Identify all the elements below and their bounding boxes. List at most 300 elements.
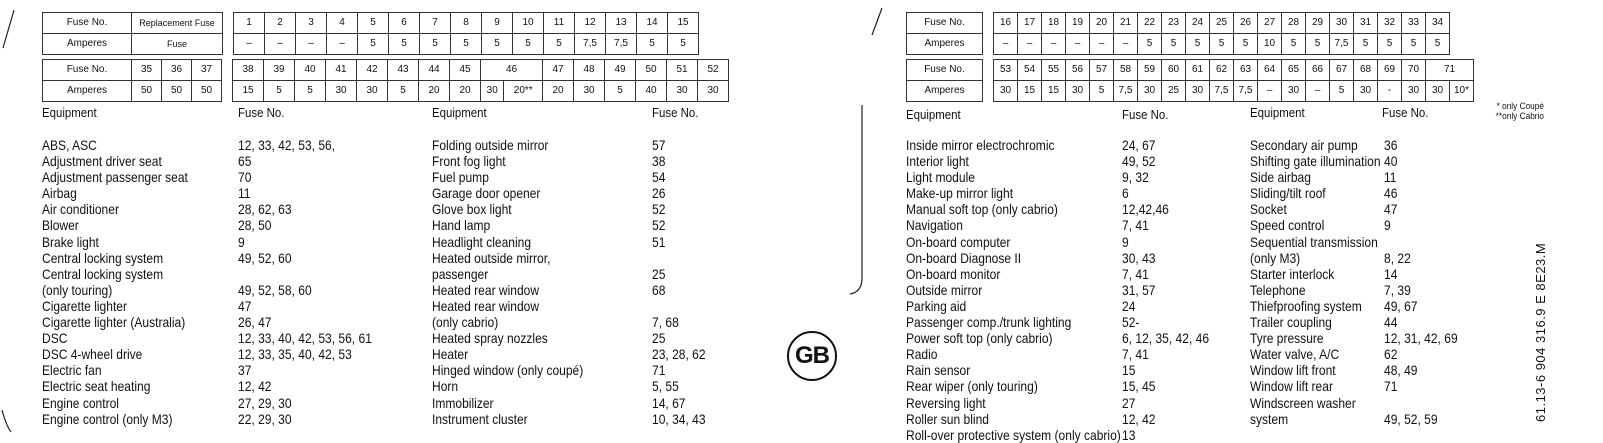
list-item: Make-up mirror light	[906, 185, 1014, 202]
ampere-cell: 20	[450, 81, 481, 102]
ampere-cell: –	[234, 34, 265, 55]
list-item: Electric fan	[42, 362, 102, 379]
list-item: Secondary air pump	[1250, 137, 1358, 153]
fuse-number-cell: 30	[1330, 13, 1354, 34]
fuse-number-cell: 2	[265, 13, 296, 34]
ampere-cell: 10*	[1450, 81, 1474, 102]
list-item: system	[1250, 410, 1289, 427]
ampere-cell: 5	[1162, 34, 1186, 55]
fuse-number-row	[43, 13, 699, 34]
fuse-number-cell: 16	[994, 13, 1018, 34]
ampere-cell: –	[1090, 34, 1114, 55]
list-item: Roller sun blind	[906, 410, 989, 427]
ampere-cell: 7,5	[1330, 34, 1354, 55]
ampere-cell: 5	[1306, 34, 1330, 55]
ampere-cell: –	[296, 34, 327, 55]
ampere-cell: 5	[1090, 81, 1114, 102]
list-item: 54	[652, 169, 666, 186]
fuse-number-cell: 36	[162, 60, 192, 81]
fuse-number-cell: 52	[698, 60, 729, 81]
list-item: 12, 33, 42, 53, 56,	[238, 137, 336, 153]
list-item: 26, 47	[238, 314, 272, 331]
list-item: Heated rear window	[432, 281, 540, 298]
fuse-number-cell: 71	[1426, 60, 1474, 81]
fuse-number-cell: 9	[482, 13, 513, 34]
list-item: Power soft top (only cabrio)	[906, 330, 1053, 347]
fuse-number-cell: 12	[575, 13, 606, 34]
ampere-cell: 5	[1354, 34, 1378, 55]
list-item: On-board monitor	[906, 265, 1001, 282]
list-item: 10, 34, 43	[652, 410, 706, 427]
list-item: (only touring)	[42, 281, 113, 298]
list-item: Window lift front	[1250, 362, 1336, 379]
list-item: 7, 68	[652, 314, 679, 331]
fuse-number-cell: 55	[1042, 60, 1066, 81]
table-header-cell: Replacement Fuse	[132, 13, 223, 34]
fuse-number-cell: 5	[358, 13, 389, 34]
fuse-number-cell: 3	[296, 13, 327, 34]
fuse-number-cell: 33	[1402, 13, 1426, 34]
fuse-table-right-top	[906, 12, 1450, 55]
fuse-number-row	[907, 60, 1474, 81]
list-item: 5, 55	[652, 378, 679, 395]
list-item: 11	[1384, 169, 1397, 186]
fuse-number-cell: 51	[667, 60, 698, 81]
fuse-number-cell: 10	[513, 13, 544, 34]
table-header-cell: Fuse No.	[907, 13, 983, 34]
list-item: Sliding/tilt roof	[1250, 185, 1326, 202]
fuse-number-cell: 25	[1210, 13, 1234, 34]
list-item: Central locking system	[42, 265, 164, 282]
fuse-number-cell: 48	[574, 60, 605, 81]
list-item: Folding outside mirror	[432, 137, 549, 153]
ampere-cell: 5	[513, 34, 544, 55]
list-item: 48, 49	[1384, 362, 1418, 379]
ampere-cell: –	[1306, 81, 1330, 102]
amperes-row	[907, 34, 1450, 55]
ampere-cell: 5	[1210, 34, 1234, 55]
fuse-number-cell: 20	[1090, 13, 1114, 34]
list-item: 15	[1122, 362, 1136, 379]
list-item: Horn	[432, 378, 459, 395]
list-item: 51	[652, 233, 666, 250]
list-item: 46	[1384, 185, 1398, 202]
fuse-number-cell: 44	[419, 60, 450, 81]
amperes-row	[43, 34, 699, 55]
ampere-cell: 5	[1234, 34, 1258, 55]
list-item: Shifting gate illumination	[1250, 153, 1381, 170]
fuse-number-cell: 69	[1378, 60, 1402, 81]
list-item: 11	[238, 185, 251, 202]
list-item: Trailer coupling	[1250, 314, 1332, 331]
ampere-cell: 30	[1186, 81, 1210, 102]
fuse-number-cell: 17	[1018, 13, 1042, 34]
ampere-cell: –	[265, 34, 296, 55]
list-item: 38	[652, 153, 666, 170]
list-item: Heated rear window	[432, 297, 540, 314]
fuse-number-cell: 24	[1186, 13, 1210, 34]
fuse-number-cell: 58	[1114, 60, 1138, 81]
ampere-cell: 5	[388, 81, 419, 102]
ampere-cell: 30	[698, 81, 729, 102]
table-header-cell: Amperes	[43, 34, 132, 55]
list-item: Outside mirror	[906, 281, 983, 298]
fuse-number-cell: 29	[1306, 13, 1330, 34]
ampere-cell: 5	[264, 81, 295, 102]
country-badge: GB	[787, 331, 837, 381]
ampere-cell: –	[1066, 34, 1090, 55]
ampere-cell: 5	[1402, 34, 1426, 55]
list-item: 71	[652, 362, 666, 379]
fuse-number-cell: 53	[994, 60, 1018, 81]
ampere-cell: 5	[389, 34, 420, 55]
list-item: 6, 12, 35, 42, 46	[1122, 330, 1210, 347]
fuse-number-cell: 60	[1162, 60, 1186, 81]
fuse-number-cell: 54	[1018, 60, 1042, 81]
ampere-cell: 30	[1402, 81, 1426, 102]
ampere-cell: 20**	[504, 81, 543, 102]
ampere-cell: 15	[1042, 81, 1066, 102]
list-item	[652, 298, 706, 314]
ampere-cell: 30	[667, 81, 698, 102]
ampere-cell: 5	[605, 81, 636, 102]
list-item: Parking aid	[906, 297, 967, 314]
ampere-cell: 5	[1282, 34, 1306, 55]
ampere-cell: 30	[1282, 81, 1306, 102]
list-item: Headlight cleaning	[432, 233, 532, 250]
ampere-cell: 7,5	[575, 34, 606, 55]
list-item: Airbag	[42, 185, 77, 202]
fuse-number-cell: 57	[1090, 60, 1114, 81]
list-item: Starter interlock	[1250, 265, 1335, 282]
list-item: 24	[1122, 297, 1136, 314]
cabrio-footnote: **only Cabrio	[1495, 111, 1544, 121]
fuse-number-cell: 49	[605, 60, 636, 81]
fuse-number-cell: 14	[637, 13, 668, 34]
list-item: 49, 52	[1122, 153, 1156, 170]
ampere-cell: 30	[357, 81, 388, 102]
list-item: 9	[238, 233, 245, 250]
fuse-number-cell: 42	[357, 60, 388, 81]
fuse-table-right-bottom	[906, 59, 1474, 102]
fuse-number-cell: 70	[1402, 60, 1426, 81]
fuse-number-row	[907, 13, 1450, 34]
list-item: Front fog light	[432, 153, 506, 170]
list-item: 52-	[1122, 314, 1140, 331]
ampere-cell: 40	[636, 81, 667, 102]
list-item: 37	[238, 362, 252, 379]
equipment-header: Equipment	[432, 105, 487, 120]
fuse-number-cell: 8	[451, 13, 482, 34]
ampere-cell: 30	[326, 81, 357, 102]
fuse-number-cell: 63	[1234, 60, 1258, 81]
table-header-cell: Amperes	[907, 81, 983, 102]
list-item: 25	[652, 330, 666, 347]
list-item: Heated outside mirror,	[432, 249, 551, 266]
fuse-number-cell: 65	[1282, 60, 1306, 81]
fuse-number-cell: 61	[1186, 60, 1210, 81]
list-item: Instrument cluster	[432, 410, 528, 427]
ampere-cell: 5	[1426, 34, 1450, 55]
list-item: 12, 33, 35, 40, 42, 53	[238, 346, 352, 363]
ampere-cell: 7,5	[1210, 81, 1234, 102]
table-header-cell: Amperes	[43, 81, 132, 102]
list-item: 40	[1384, 153, 1398, 170]
ampere-cell: 5	[668, 34, 699, 55]
fuse-table-left-bottom	[42, 59, 729, 102]
list-item: passenger	[432, 265, 489, 282]
list-item: 12, 42	[1122, 410, 1156, 427]
list-item: Rain sensor	[906, 362, 971, 379]
list-item: 47	[238, 297, 252, 314]
ampere-cell: –	[1042, 34, 1066, 55]
list-item: Manual soft top (only cabrio)	[906, 201, 1058, 218]
ampere-cell: 30	[1426, 81, 1450, 102]
list-item: Navigation	[906, 217, 963, 234]
ampere-cell: 5	[358, 34, 389, 55]
fuse-no-header: Fuse No.	[238, 105, 285, 120]
list-item: 68	[652, 281, 666, 298]
ampere-cell: 10	[1258, 34, 1282, 55]
fuse-list-1	[238, 137, 372, 427]
ampere-cell: 30	[1066, 81, 1090, 102]
list-item: Socket	[1250, 201, 1287, 218]
fuse-number-cell: 31	[1354, 13, 1378, 34]
equipment-list-1	[42, 137, 188, 427]
list-item: 28, 50	[238, 217, 272, 234]
ampere-cell: 30	[1354, 81, 1378, 102]
list-item: Window lift rear	[1250, 378, 1333, 395]
list-item: Interior light	[906, 153, 969, 170]
ampere-cell: –	[327, 34, 358, 55]
list-item: 30, 43	[1122, 249, 1156, 266]
list-item: 9	[1384, 217, 1391, 234]
fuse-number-cell: 62	[1210, 60, 1234, 81]
list-item: 7, 39	[1384, 281, 1411, 298]
ampere-cell: –	[994, 34, 1018, 55]
fuse-number-cell: 13	[606, 13, 637, 34]
list-item: Speed control	[1250, 217, 1325, 234]
ampere-cell: 30	[481, 81, 504, 102]
ampere-cell: 5	[482, 34, 513, 55]
list-item: Immobilizer	[432, 394, 494, 411]
list-item: Engine control	[42, 394, 119, 411]
fuse-number-cell: 34	[1426, 13, 1450, 34]
fuse-number-cell: 28	[1282, 13, 1306, 34]
list-item: 7, 41	[1122, 217, 1149, 234]
list-item: 7, 41	[1122, 346, 1149, 363]
ampere-cell: –	[1114, 34, 1138, 55]
ampere-cell: 30	[994, 81, 1018, 102]
fuse-number-cell: 38	[233, 60, 264, 81]
equipment-header: Equipment	[42, 105, 97, 120]
ampere-cell: 5	[1378, 34, 1402, 55]
list-item	[238, 266, 372, 282]
fuse-number-cell: 18	[1042, 13, 1066, 34]
list-item: 31, 57	[1122, 281, 1156, 298]
ampere-cell: 15	[1018, 81, 1042, 102]
fuse-number-cell: 50	[636, 60, 667, 81]
ampere-cell: –	[1018, 34, 1042, 55]
fuse-number-cell: 4	[327, 13, 358, 34]
list-item: On-board computer	[906, 233, 1011, 250]
fuse-number-cell: 1	[234, 13, 265, 34]
list-item: 28, 62, 63	[238, 201, 292, 218]
ampere-cell: -	[1378, 81, 1402, 102]
ampere-cell: 50	[192, 81, 222, 102]
list-item: Electric seat heating	[42, 378, 151, 395]
ampere-cell: Fuse	[132, 34, 223, 55]
fuse-number-cell: 46	[481, 60, 543, 81]
ampere-cell: 25	[1162, 81, 1186, 102]
fuse-number-cell: 27	[1258, 13, 1282, 34]
list-item: Water valve, A/C	[1250, 346, 1340, 363]
list-item: 70	[238, 169, 252, 186]
ampere-cell: 7,5	[1114, 81, 1138, 102]
equipment-list-4	[1250, 137, 1381, 427]
list-item: Brake light	[42, 233, 99, 250]
list-item: 52	[652, 217, 666, 234]
ampere-cell: 30	[1138, 81, 1162, 102]
fuse-number-cell: 23	[1162, 13, 1186, 34]
list-item: Engine control (only M3)	[42, 410, 173, 427]
list-item: 7, 41	[1122, 265, 1149, 282]
list-item: 25	[652, 265, 666, 282]
list-item: 27, 29, 30	[238, 394, 292, 411]
ampere-cell: 5	[1186, 34, 1210, 55]
ampere-cell: 5	[1330, 81, 1354, 102]
list-item	[1384, 395, 1458, 411]
list-item: 52	[652, 201, 666, 218]
list-item: Side airbag	[1250, 169, 1311, 186]
list-item: 71	[1384, 378, 1398, 395]
list-item: 44	[1384, 314, 1398, 331]
ampere-cell: 5	[451, 34, 482, 55]
ampere-cell: 15	[233, 81, 264, 102]
list-item: On-board Diagnose II	[906, 249, 1022, 266]
coupe-footnote: * only Coupé	[1496, 101, 1544, 111]
list-item: 14	[1384, 265, 1398, 282]
list-item: 9	[1122, 233, 1129, 250]
list-item: 22, 29, 30	[238, 410, 292, 427]
fuse-table-left-top	[42, 12, 699, 55]
fuse-number-cell: 64	[1258, 60, 1282, 81]
fuse-number-cell: 67	[1330, 60, 1354, 81]
list-item: Cigarette lighter	[42, 297, 127, 314]
fuse-number-cell: 22	[1138, 13, 1162, 34]
fuse-number-cell: 15	[668, 13, 699, 34]
fuse-number-cell: 32	[1378, 13, 1402, 34]
fuse-list-4	[1384, 137, 1458, 427]
fuse-list-3	[1122, 137, 1209, 443]
list-item: Adjustment driver seat	[42, 153, 162, 170]
list-item: Thiefproofing system	[1250, 297, 1362, 314]
list-item: (only M3)	[1250, 249, 1301, 266]
table-header-cell: Amperes	[907, 34, 983, 55]
fuse-number-row	[43, 60, 729, 81]
list-item: 23, 28, 62	[652, 346, 706, 363]
list-item: Sequential transmission	[1250, 233, 1378, 250]
list-item: Telephone	[1250, 281, 1306, 298]
fuse-number-cell: 41	[326, 60, 357, 81]
fuse-number-cell: 6	[389, 13, 420, 34]
ampere-cell: 5	[544, 34, 575, 55]
fuse-number-cell: 66	[1306, 60, 1330, 81]
list-item: 27	[1122, 394, 1136, 411]
fuse-number-cell: 68	[1354, 60, 1378, 81]
list-item: 12, 31, 42, 69	[1384, 330, 1458, 347]
ampere-cell: 50	[162, 81, 192, 102]
ampere-cell: 5	[295, 81, 326, 102]
list-item: Passenger comp./trunk lighting	[906, 314, 1072, 331]
fuse-number-cell: 39	[264, 60, 295, 81]
equipment-list-2	[432, 137, 583, 427]
list-item: 12, 33, 40, 42, 53, 56, 61	[238, 330, 372, 347]
fuse-number-cell: 59	[1138, 60, 1162, 81]
ampere-cell: –	[1258, 81, 1282, 102]
list-item: 26	[652, 185, 666, 202]
list-item: Rear wiper (only touring)	[906, 378, 1038, 395]
ampere-cell: 5	[1138, 34, 1162, 55]
list-item: Roll-over protective system (only cabrio)	[906, 426, 1121, 443]
amperes-row	[43, 81, 729, 102]
list-item: Heated spray nozzles	[432, 330, 548, 347]
list-item	[1384, 234, 1458, 250]
table-header-cell: Fuse No.	[43, 60, 132, 81]
list-item: Adjustment passenger seat	[42, 169, 188, 186]
list-item: Hand lamp	[432, 217, 491, 234]
table-header-cell: Fuse No.	[43, 13, 132, 34]
list-item: 49, 52, 58, 60	[238, 281, 312, 298]
fuse-number-cell: 21	[1114, 13, 1138, 34]
list-item: Blower	[42, 217, 79, 234]
list-item: (only cabrio)	[432, 314, 499, 331]
list-item: Inside mirror electrochromic	[906, 137, 1055, 153]
list-item: Tyre pressure	[1250, 330, 1324, 347]
list-item: DSC 4-wheel drive	[42, 346, 143, 363]
ampere-cell: 20	[543, 81, 574, 102]
amperes-row	[907, 81, 1474, 102]
fuse-list-2	[652, 137, 706, 427]
list-item: 14, 67	[652, 394, 686, 411]
list-item: 12, 42	[238, 378, 272, 395]
fuse-no-header: Fuse No.	[1122, 107, 1169, 122]
equipment-header: Equipment	[1250, 105, 1305, 120]
list-item: Heater	[432, 346, 469, 363]
list-item: Glove box light	[432, 201, 512, 218]
list-item: 65	[238, 153, 252, 170]
list-item: 57	[652, 137, 666, 153]
list-item: 8, 22	[1384, 249, 1411, 266]
list-item: 6	[1122, 185, 1129, 202]
list-item: Windscreen washer	[1250, 394, 1356, 411]
list-item: Reversing light	[906, 394, 986, 411]
list-item: 9, 32	[1122, 169, 1149, 186]
fuse-number-cell: 19	[1066, 13, 1090, 34]
list-item: 49, 67	[1384, 297, 1418, 314]
list-item: 13	[1122, 426, 1136, 443]
fuse-number-cell: 37	[192, 60, 222, 81]
list-item: 62	[1384, 346, 1398, 363]
fuse-no-header: Fuse No.	[1382, 105, 1429, 120]
list-item: Light module	[906, 169, 975, 186]
fuse-number-cell: 7	[420, 13, 451, 34]
list-item: 36	[1384, 137, 1398, 153]
list-item: Air conditioner	[42, 201, 119, 218]
equipment-header: Equipment	[906, 107, 961, 122]
list-item: Fuel pump	[432, 169, 489, 186]
fuse-number-cell: 47	[543, 60, 574, 81]
